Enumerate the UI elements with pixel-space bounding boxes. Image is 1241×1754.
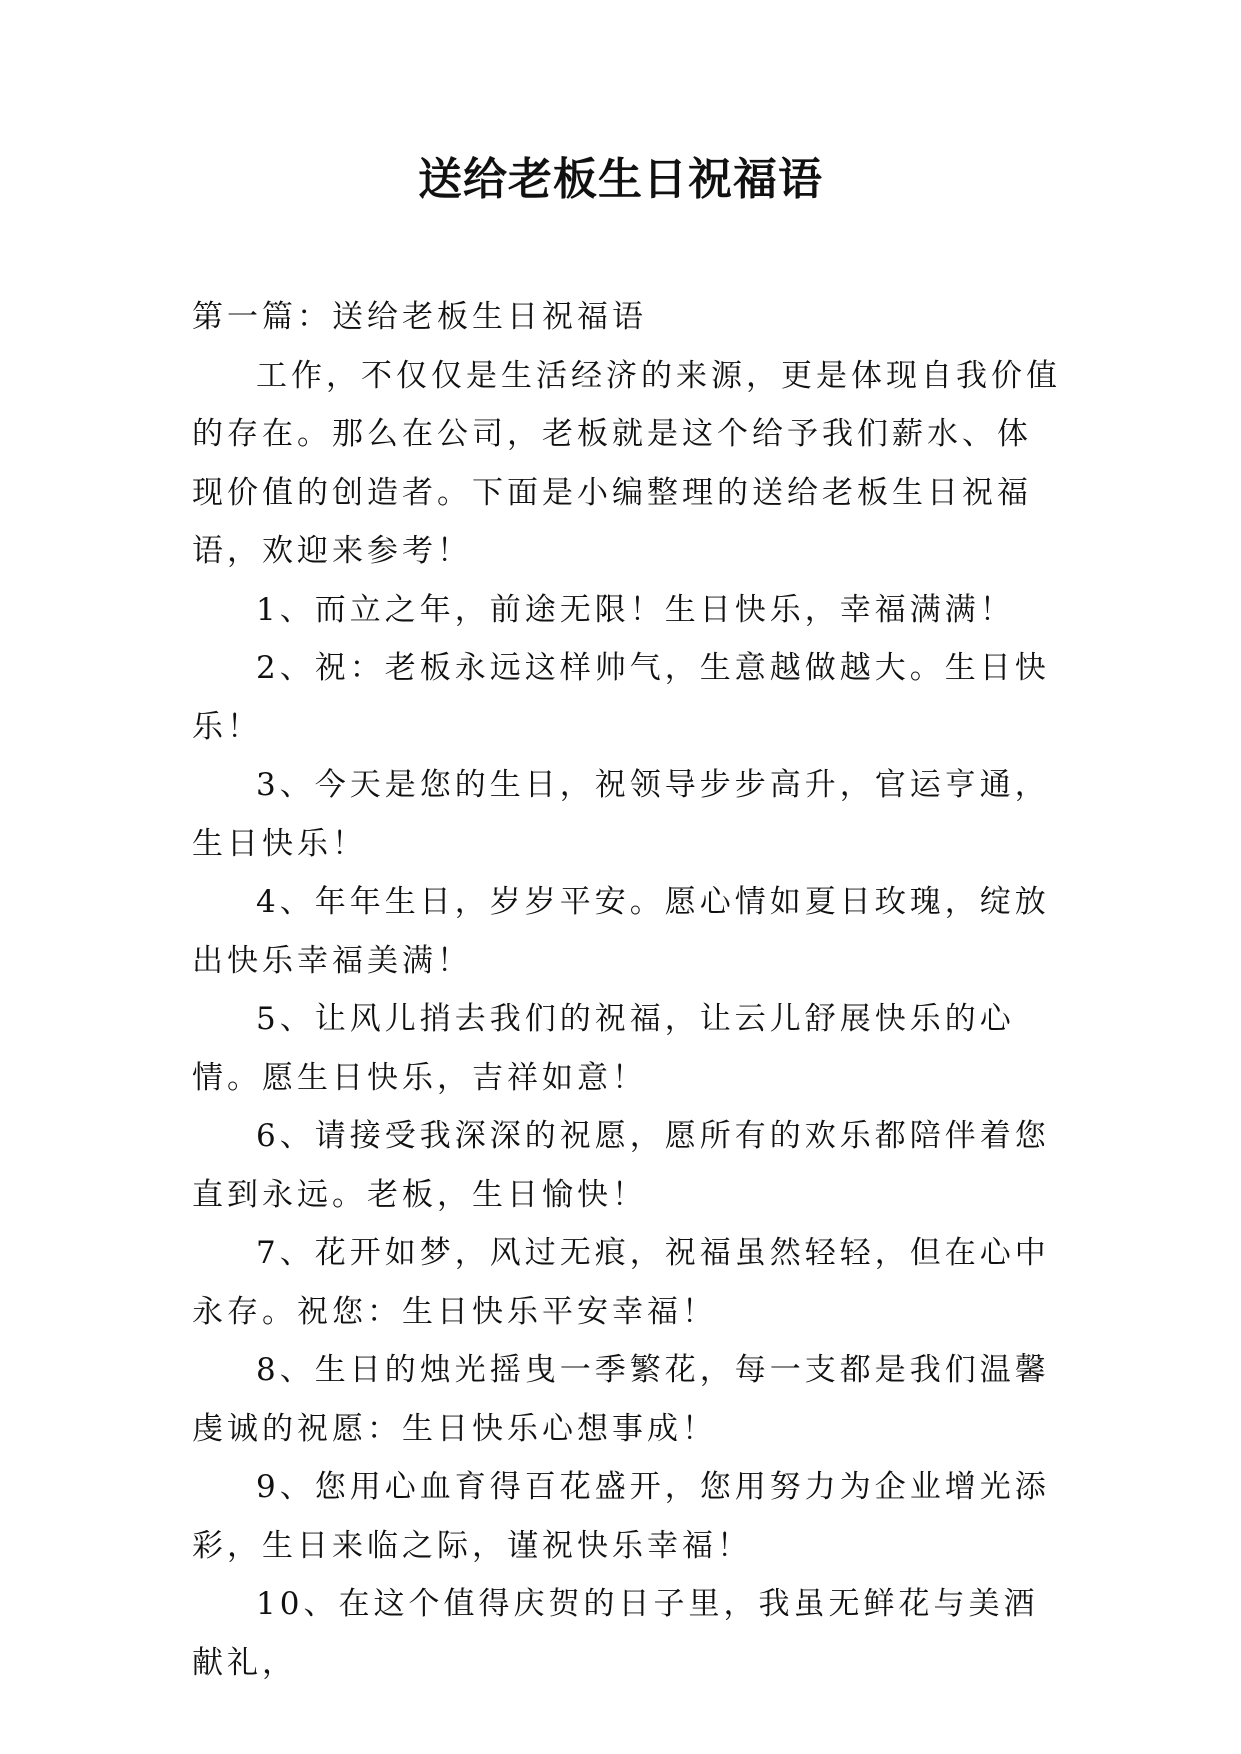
section-heading: 第一篇：送给老板生日祝福语	[192, 299, 647, 335]
list-item: 1、而立之年，前途无限！生日快乐，幸福满满！	[256, 591, 1015, 628]
list-item: 8、生日的烛光摇曳一季繁花，每一支都是我们温馨虔诚的祝愿：生日快乐心想事成！	[192, 1352, 1050, 1447]
list-item: 7、花开如梦，风过无痕，祝福虽然轻轻，但在心中永存。祝您：生日快乐平安幸福！	[192, 1235, 1050, 1330]
list-item: 3、今天是您的生日，祝领导步步高升，官运亨通，生日快乐！	[192, 767, 1050, 862]
list-item: 4、年年生日，岁岁平安。愿心情如夏日玫瑰，绽放出快乐幸福美满！	[192, 884, 1050, 979]
list-item: 5、让风儿捎去我们的祝福，让云儿舒展快乐的心情。愿生日快乐，吉祥如意！	[192, 1001, 1015, 1096]
list-item: 6、请接受我深深的祝愿，愿所有的欢乐都陪伴着您直到永远。老板，生日愉快！	[192, 1118, 1050, 1213]
list-item: 9、您用心血育得百花盛开，您用努力为企业增光添彩，生日来临之际，谨祝快乐幸福！	[192, 1469, 1050, 1564]
document-body	[192, 288, 1062, 1692]
intro-paragraph: 工作，不仅仅是生活经济的来源，更是体现自我价值的存在。那么在公司，老板就是这个给予我们薪水、体现价值的创造者。下面是小编整理的送给老板生日祝福语，欢迎来参考！	[192, 357, 1061, 569]
list-item: 2、祝：老板永远这样帅气，生意越做越大。生日快乐！	[192, 650, 1050, 745]
document-title: 送给老板生日祝福语	[418, 154, 823, 205]
list-item: 10、在这个值得庆贺的日子里，我虽无鲜花与美酒献礼，	[192, 1586, 1039, 1681]
